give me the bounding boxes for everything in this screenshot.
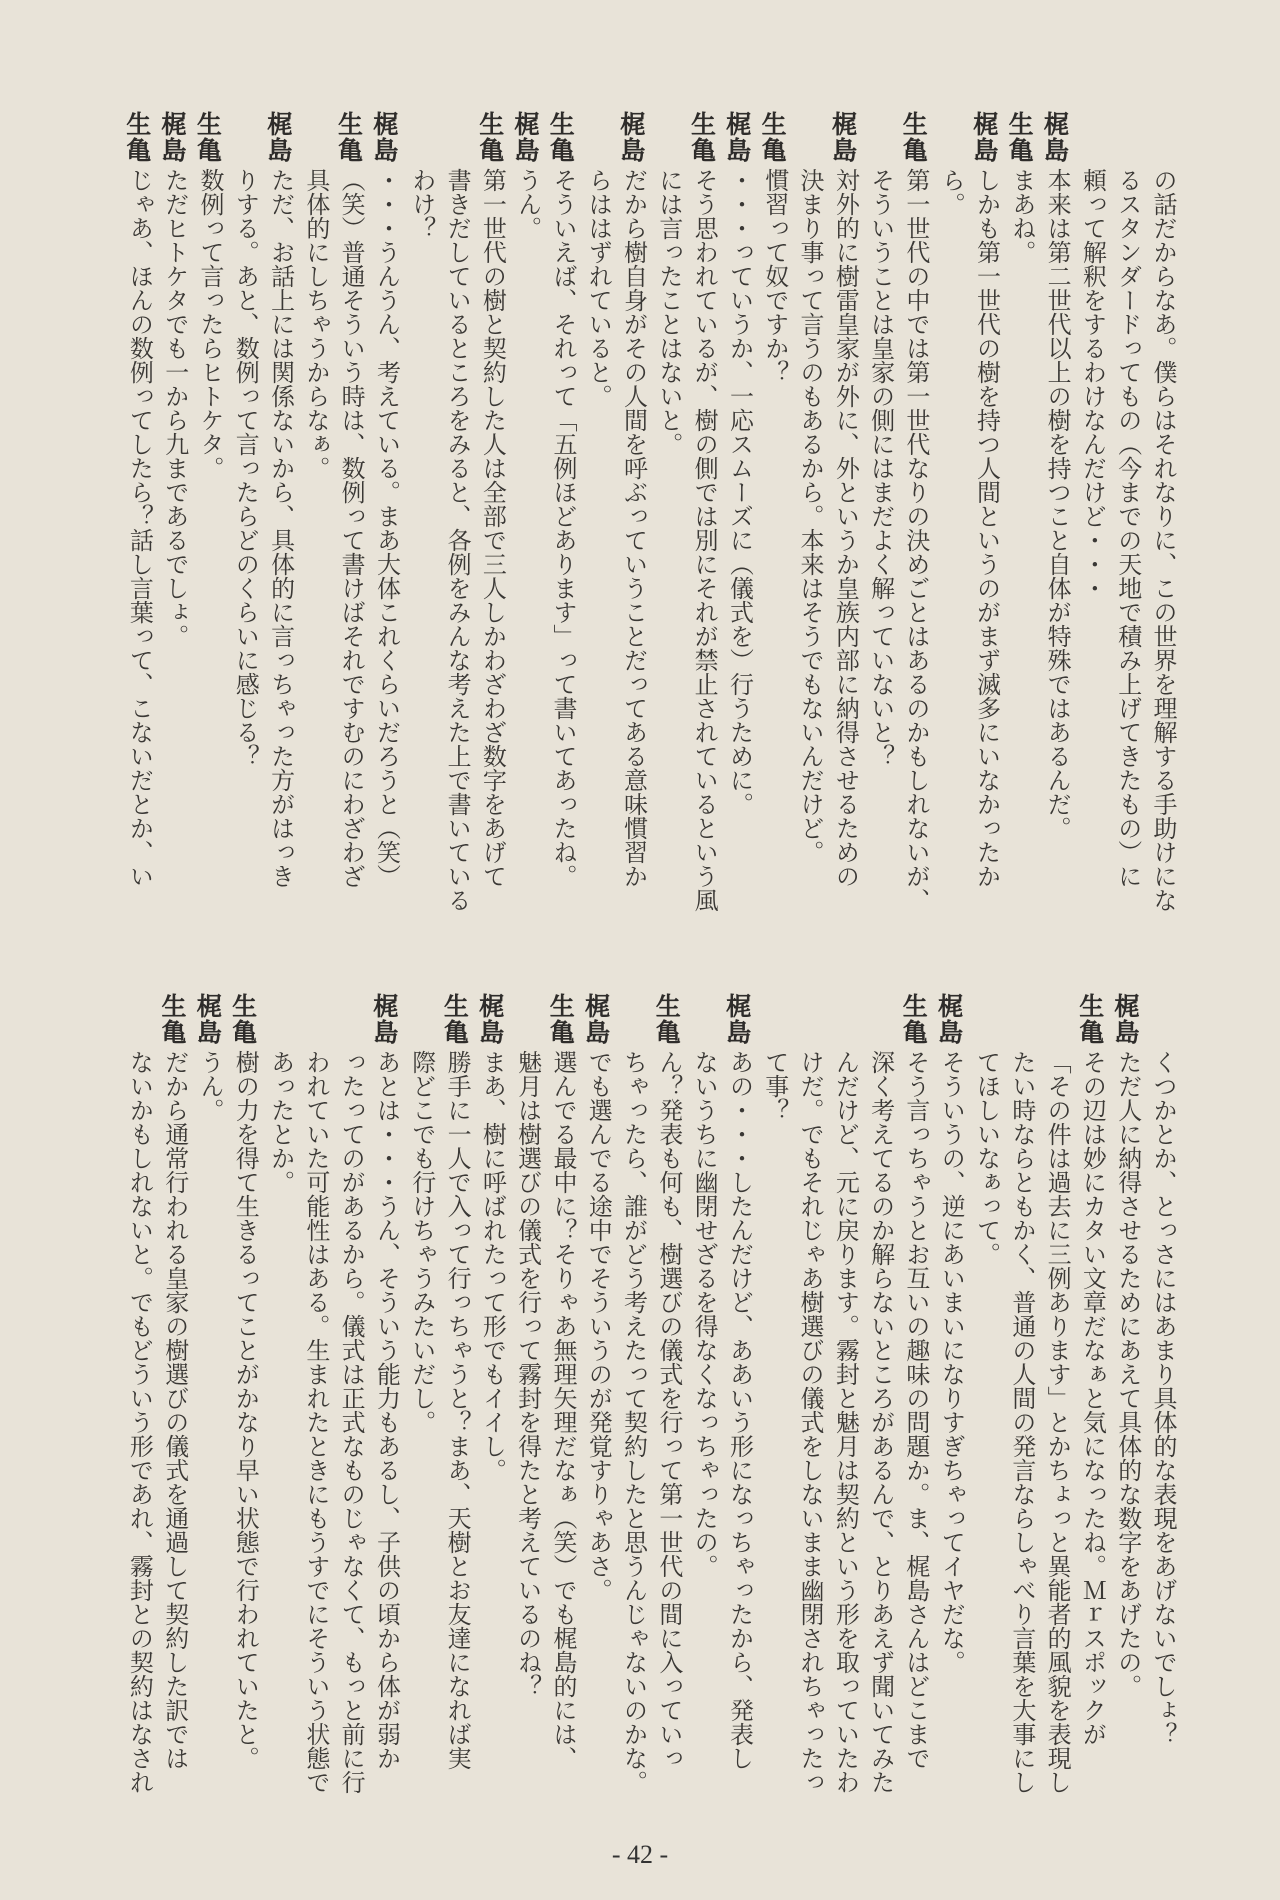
text-line: 樹の力を得て生きるってことがかなり早い状態で行われていたと。 — [231, 1050, 260, 1770]
text-line: ちゃったら、誰がどう考えたって契約したと思うんじゃないのかな。 — [619, 1050, 648, 1794]
speaker-label — [1039, 112, 1074, 168]
speaker-char: 梶 — [1043, 110, 1069, 139]
speaker-label — [368, 112, 403, 168]
speaker-label — [686, 112, 721, 168]
speaker-char: 島 — [726, 1018, 752, 1047]
text-line: 決まり事って言うのもあるから。本来はそうでもないんだけど。 — [796, 168, 825, 864]
dialogue-entry — [298, 112, 369, 932]
speaker-label — [439, 994, 474, 1050]
speaker-char: 亀 — [549, 136, 575, 165]
text-line: そう言っちゃうとお互いの趣味の問題か。ま、梶島さんはどこまで — [901, 1050, 930, 1770]
speaker-char: 亀 — [1079, 1018, 1105, 1047]
speaker-char: 島 — [1114, 1018, 1140, 1047]
text-line: そういうことは皇家の側にはまだよく解っていないと？ — [866, 168, 895, 768]
text-line: だから樹自身がその人間を呼ぶっていうことだってある意味慣習か — [619, 168, 648, 888]
text-line: くつかとか、とっさにはあまり具体的な表現をあげないでしょ？ — [1149, 1050, 1177, 1746]
text-line: あとは・・・うん、そういう能力もあるし、子供の頃から体が弱か — [372, 1050, 401, 1770]
text-line: るスタンダードってもの（今までの天地で積み上げてきたもの）に — [1113, 168, 1142, 888]
text-line: 慣習って奴ですか？ — [760, 168, 789, 384]
dialogue-entry — [474, 994, 509, 1824]
lower-text-block — [100, 994, 1180, 1824]
dialogue-entry — [756, 994, 932, 1824]
text-line: 書きだしているところをみると、各例をみんな考えた上で書いている — [443, 168, 472, 912]
speaker-label — [721, 112, 756, 168]
text-line: そういえば、それって「五例ほどあります」って書いてあったね。 — [548, 168, 577, 888]
speaker-char: 亀 — [443, 1018, 469, 1047]
speaker-char: 亀 — [1008, 136, 1034, 165]
text-line: 数例って言ったらヒトケタ。 — [195, 168, 224, 480]
dialogue-entry — [227, 112, 298, 932]
text-line: らははずれていると。 — [584, 168, 613, 408]
text-line: ないかもしれないと。でもどういう形であれ、霧封との契約はなされ — [125, 1050, 154, 1794]
speaker-char: 生 — [232, 992, 258, 1021]
speaker-label — [615, 112, 650, 168]
speaker-char: 梶 — [514, 110, 540, 139]
text-line: 深く考えてるのか解らないところがあるんで、とりあえず聞いてみた — [866, 1050, 895, 1794]
speaker-char: 島 — [1043, 136, 1069, 165]
speaker-char: 島 — [726, 136, 752, 165]
speaker-char: 亀 — [479, 136, 505, 165]
text-line: 「その件は過去に三例あります」とかちょっと異能者的風貌を表現し — [1043, 1050, 1072, 1794]
text-line: 対外的に樹雷皇家が外に、外というか皇族内部に納得させるための — [831, 168, 860, 888]
speaker-label — [651, 994, 686, 1050]
speaker-label — [227, 994, 262, 1050]
speaker-char: 生 — [902, 110, 928, 139]
speaker-char: 島 — [196, 1018, 222, 1047]
speaker-char: 梶 — [373, 992, 399, 1021]
speaker-char: 亀 — [655, 1018, 681, 1047]
dialogue-entry — [368, 112, 403, 932]
speaker-char: 亀 — [196, 136, 222, 165]
text-line: んだけど、元に戻ります。霧封と魅月は契約という形を取っていたわ — [831, 1050, 860, 1794]
text-line: うん。 — [513, 168, 542, 240]
text-line: ん？発表も何も、樹選びの儀式を行って第一世代の間に入っていっ — [654, 1050, 683, 1770]
speaker-char: 梶 — [973, 110, 999, 139]
text-line: ないうちに幽閉せざるを得なくなっちゃったの。 — [690, 1050, 719, 1578]
speaker-char: 梶 — [726, 110, 752, 139]
text-line: 本来は第二世代以上の樹を持つこと自体が特殊ではあるんだ。 — [1043, 168, 1072, 840]
speaker-char: 生 — [479, 110, 505, 139]
speaker-label — [898, 994, 933, 1050]
speaker-char: 生 — [761, 110, 787, 139]
dialogue-entry — [721, 112, 756, 932]
speaker-label — [545, 112, 580, 168]
speaker-char: 島 — [585, 1018, 611, 1047]
dialogue-entry — [545, 112, 580, 932]
dialogue-entry — [121, 994, 192, 1824]
speaker-char: 梶 — [938, 992, 964, 1021]
speaker-char: 梶 — [585, 992, 611, 1021]
speaker-char: 梶 — [1114, 992, 1140, 1021]
text-line: 第一世代の中では第一世代なりの決めごとはあるのかもしれないが、 — [901, 168, 930, 912]
text-line: ・・・っていうか、一応スムーズに（儀式を）行うために。 — [725, 168, 754, 816]
speaker-char: 島 — [620, 136, 646, 165]
speaker-char: 島 — [479, 1018, 505, 1047]
dialogue-entry — [509, 994, 580, 1824]
speaker-label — [756, 112, 791, 168]
dialogue-entry — [862, 112, 933, 932]
dialogue-entry — [262, 994, 403, 1824]
speaker-char: 生 — [126, 110, 152, 139]
text-line: あったとか。 — [266, 1050, 295, 1194]
speaker-char: 生 — [196, 110, 222, 139]
speaker-char: 島 — [267, 136, 293, 165]
text-line: 第一世代の樹と契約した人は全部で三人しかわざわざ数字をあげて — [478, 168, 507, 888]
speaker-label — [1004, 112, 1039, 168]
speaker-char: 島 — [373, 136, 399, 165]
continued-text — [1145, 994, 1180, 1824]
dialogue-entry — [121, 112, 156, 932]
speaker-char: 生 — [549, 992, 575, 1021]
speaker-label — [580, 994, 615, 1050]
speaker-label — [1109, 994, 1144, 1050]
text-line: 選んでる最中に？そりゃあ無理矢理だなぁ（笑）でも梶島的には、 — [548, 1050, 577, 1770]
dialogue-entry — [227, 994, 262, 1824]
speaker-char: 亀 — [902, 1018, 928, 1047]
speaker-char: 島 — [973, 136, 999, 165]
text-line: しかも第一世代の樹を持つ人間というのがまず滅多にいなかったか — [972, 168, 1001, 888]
speaker-char: 梶 — [267, 110, 293, 139]
speaker-label — [968, 112, 1003, 168]
text-line: 勝手に一人で入って行っちゃうと？まあ、天樹とお友達になれば実 — [443, 1050, 472, 1770]
text-line: ただヒトケタでも一から九まであるでしょ。 — [160, 168, 189, 648]
speaker-char: 生 — [338, 110, 364, 139]
text-line: ・・・うんうん、考えている。まあ大体これくらいだろうと（笑） — [372, 168, 401, 888]
dialogue-entry — [403, 112, 509, 932]
text-line: の話だからなあ。僕らはそれなりに、この世界を理解する手助けにな — [1149, 168, 1177, 912]
text-line: その辺は妙にカタい文章だなぁと気になったね。Ｍｒスポックが — [1078, 1050, 1107, 1746]
speaker-char: 梶 — [726, 992, 752, 1021]
dialogue-entry — [1004, 112, 1039, 932]
speaker-label — [827, 112, 862, 168]
dialogue-entry — [968, 994, 1109, 1824]
dialogue-entry — [509, 112, 544, 932]
text-line: まあね。 — [1007, 168, 1036, 264]
speaker-char: 梶 — [479, 992, 505, 1021]
dialogue-entry — [403, 994, 474, 1824]
speaker-char: 島 — [938, 1018, 964, 1047]
text-line: ただ人に納得させるためにあえて具体的な数字をあげたの。 — [1113, 1050, 1142, 1698]
text-line: わけ？ — [407, 168, 436, 240]
speaker-char: 島 — [514, 136, 540, 165]
text-line: りする。あと、数例って言ったらどのくらいに感じる？ — [231, 168, 260, 768]
page-number: - 42 - — [611, 1840, 669, 1869]
speaker-char: 生 — [443, 992, 469, 1021]
speaker-label — [474, 994, 509, 1050]
speaker-label — [192, 112, 227, 168]
text-line: うん。 — [195, 1050, 224, 1122]
speaker-label — [474, 112, 509, 168]
text-line: そう思われているが、樹の側では別にそれが禁止されているという風 — [690, 168, 719, 912]
text-line: だから通常行われる皇家の樹選びの儀式を通過して契約した訳では — [160, 1050, 189, 1770]
text-line: じゃあ、ほんの数例ってしたら？話し言葉って、こないだとか、い — [125, 168, 154, 888]
dialogue-entry — [651, 112, 722, 932]
speaker-char: 梶 — [196, 992, 222, 1021]
text-line: たい時ならともかく、普通の人間の発言ならしゃべり言葉を大事にし — [1007, 1050, 1036, 1794]
dialogue-entry — [933, 994, 968, 1824]
speaker-char: 亀 — [338, 136, 364, 165]
speaker-label — [192, 994, 227, 1050]
speaker-char: 生 — [690, 110, 716, 139]
speaker-char: 梶 — [161, 110, 187, 139]
dialogue-entry — [192, 994, 227, 1824]
speaker-char: 亀 — [549, 1018, 575, 1047]
speaker-label — [156, 112, 191, 168]
speaker-char: 生 — [902, 992, 928, 1021]
speaker-label — [545, 994, 580, 1050]
speaker-char: 亀 — [126, 136, 152, 165]
text-line: われていた可能性はある。生まれたときにもうすでにそういう状態で — [301, 1050, 330, 1794]
speaker-char: 生 — [549, 110, 575, 139]
speaker-label — [509, 112, 544, 168]
text-line: 魅月は樹選びの儀式を行って霧封を得たと考えているのね？ — [513, 1050, 542, 1698]
text-line: （笑）普通そういう時は、数例って書けばそれですむのにわざわざ — [337, 168, 366, 888]
dialogue-entry — [156, 112, 191, 932]
speaker-label — [933, 994, 968, 1050]
dialogue-entry — [580, 994, 615, 1824]
continued-text — [1074, 112, 1180, 932]
speaker-char: 梶 — [620, 110, 646, 139]
speaker-char: 亀 — [902, 136, 928, 165]
speaker-label — [721, 994, 756, 1050]
text-line: でも選んでる途中でそういうのが発覚すりゃあさ。 — [584, 1050, 613, 1602]
speaker-label — [121, 112, 156, 168]
dialogue-entry — [1109, 994, 1144, 1824]
text-line: まあ、樹に呼ばれたって形でもイイし。 — [478, 1050, 507, 1482]
text-line: て事？ — [760, 1050, 789, 1122]
speaker-label — [898, 112, 933, 168]
dialogue-entry — [792, 112, 863, 932]
dialogue-entry — [933, 112, 1004, 932]
speaker-label — [156, 994, 191, 1050]
dialogue-entry — [686, 994, 757, 1824]
upper-text-block — [100, 112, 1180, 932]
text-line: には言ったことはないと。 — [654, 168, 683, 456]
text-line: あの・・・したんだけど、ああいう形になっちゃったから、発表し — [725, 1050, 754, 1770]
dialogue-entry — [1039, 112, 1074, 932]
text-line: ただ、お話上には関係ないから、具体的に言っちゃった方がはっき — [266, 168, 295, 888]
dialogue-entry — [756, 112, 791, 932]
text-line: てほしいなぁって。 — [972, 1050, 1001, 1266]
speaker-char: 梶 — [832, 110, 858, 139]
dialogue-entry — [580, 112, 651, 932]
speaker-char: 生 — [1008, 110, 1034, 139]
speaker-char: 生 — [1079, 992, 1105, 1021]
speaker-char: 亀 — [761, 136, 787, 165]
dialogue-entry — [615, 994, 686, 1824]
text-line: 際どこでも行けちゃうみたいだし。 — [407, 1050, 436, 1434]
speaker-char: 亀 — [161, 1018, 187, 1047]
text-line: ったってのがあるから。儀式は正式なものじゃなくて、もっと前に行 — [337, 1050, 366, 1794]
speaker-char: 島 — [161, 136, 187, 165]
text-line: そういうの、逆にあいまいになりすぎちゃってイヤだな。 — [937, 1050, 966, 1674]
speaker-label — [262, 112, 297, 168]
speaker-char: 島 — [373, 1018, 399, 1047]
speaker-char: 亀 — [690, 136, 716, 165]
text-line: ら。 — [937, 168, 966, 216]
text-line: 具体的にしちゃうからなぁ。 — [301, 168, 330, 480]
speaker-char: 生 — [655, 992, 681, 1021]
speaker-char: 亀 — [232, 1018, 258, 1047]
speaker-char: 島 — [832, 136, 858, 165]
speaker-label — [1074, 994, 1109, 1050]
speaker-label — [368, 994, 403, 1050]
text-line: けだ。でもそれじゃあ樹選びの儀式をしないまま幽閉されちゃったっ — [796, 1050, 825, 1794]
text-line: 頼って解釈をするわけなんだけど・・・ — [1078, 168, 1107, 600]
speaker-label — [333, 112, 368, 168]
dialogue-entry — [192, 112, 227, 932]
speaker-char: 生 — [161, 992, 187, 1021]
speaker-char: 梶 — [373, 110, 399, 139]
